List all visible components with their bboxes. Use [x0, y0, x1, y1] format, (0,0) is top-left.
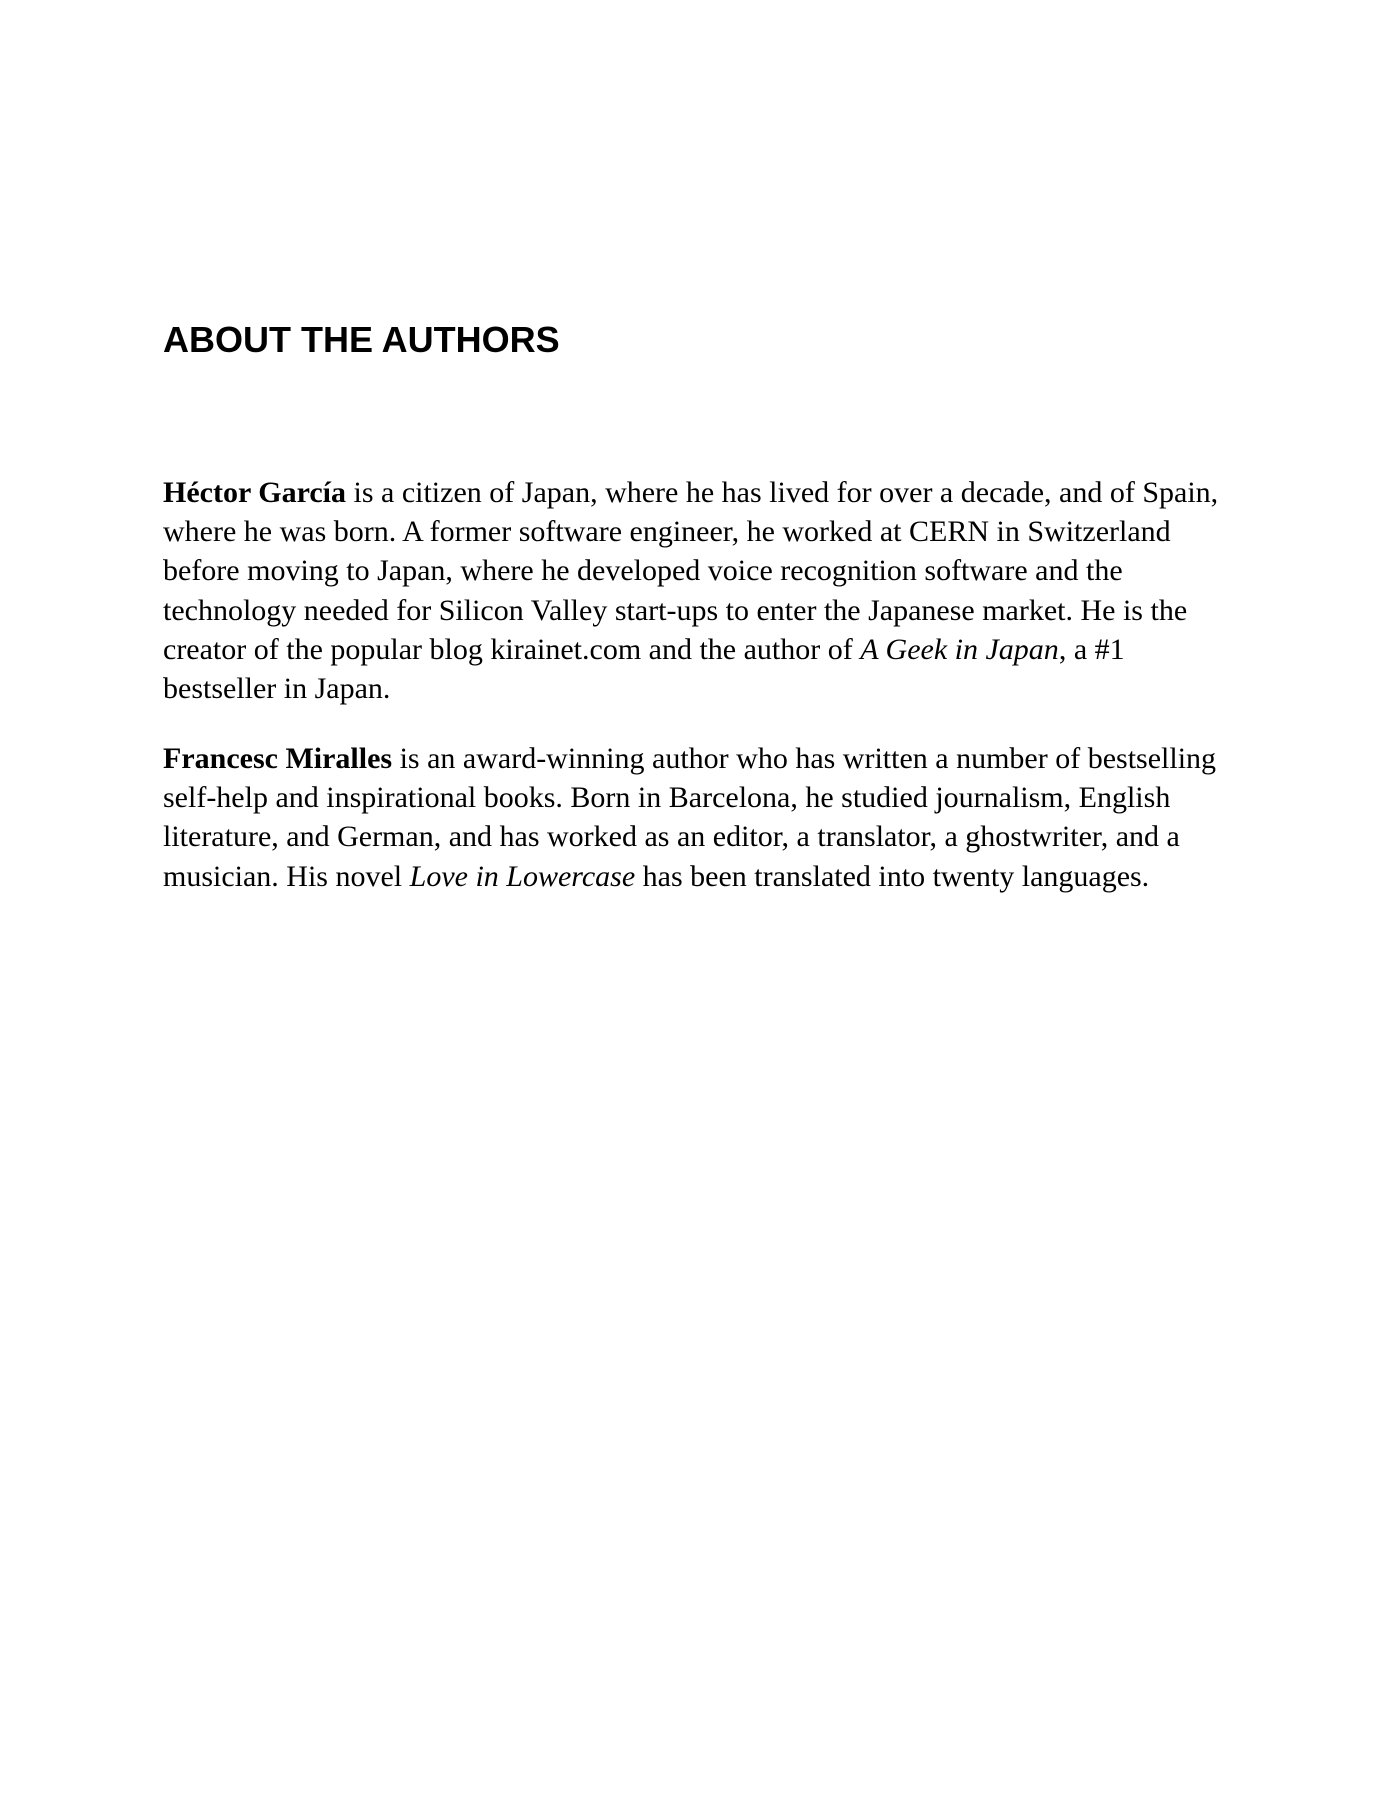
author-name: Héctor García [163, 476, 346, 509]
book-title: Love in Lowercase [409, 859, 636, 893]
bio-text: , a #1 bestseller in Japan. [163, 632, 1125, 706]
book-title: A Geek in Japan [860, 632, 1059, 666]
author-bio-hector-garcia [163, 473, 1243, 708]
author-bio-francesc-miralles [163, 739, 1243, 896]
bio-text: has been translated into twenty languages. [635, 859, 1150, 893]
bio-text: is a citizen of Japan, where he has lived for over a decade, and of Spain, where he was born. A former software engineer, he worked at CERN in Switzerland before moving to Japan, where he developed voice recognition software and the technology needed for Silicon Valley start-ups to enter the Japanese market. He is the creator of the popular blog kirainet.com and the author of [163, 476, 1219, 666]
page-heading: ABOUT THE AUTHORS [163, 319, 560, 360]
bio-text: is an award-winning author who has written a number of bestselling self-help and inspirational books. Born in Barcelona, he studied journalism, English literature, and German, and has worked as an editor, a translator, a ghostwriter, and a musician. His novel [163, 742, 1217, 893]
author-name: Francesc Miralles [163, 742, 393, 775]
